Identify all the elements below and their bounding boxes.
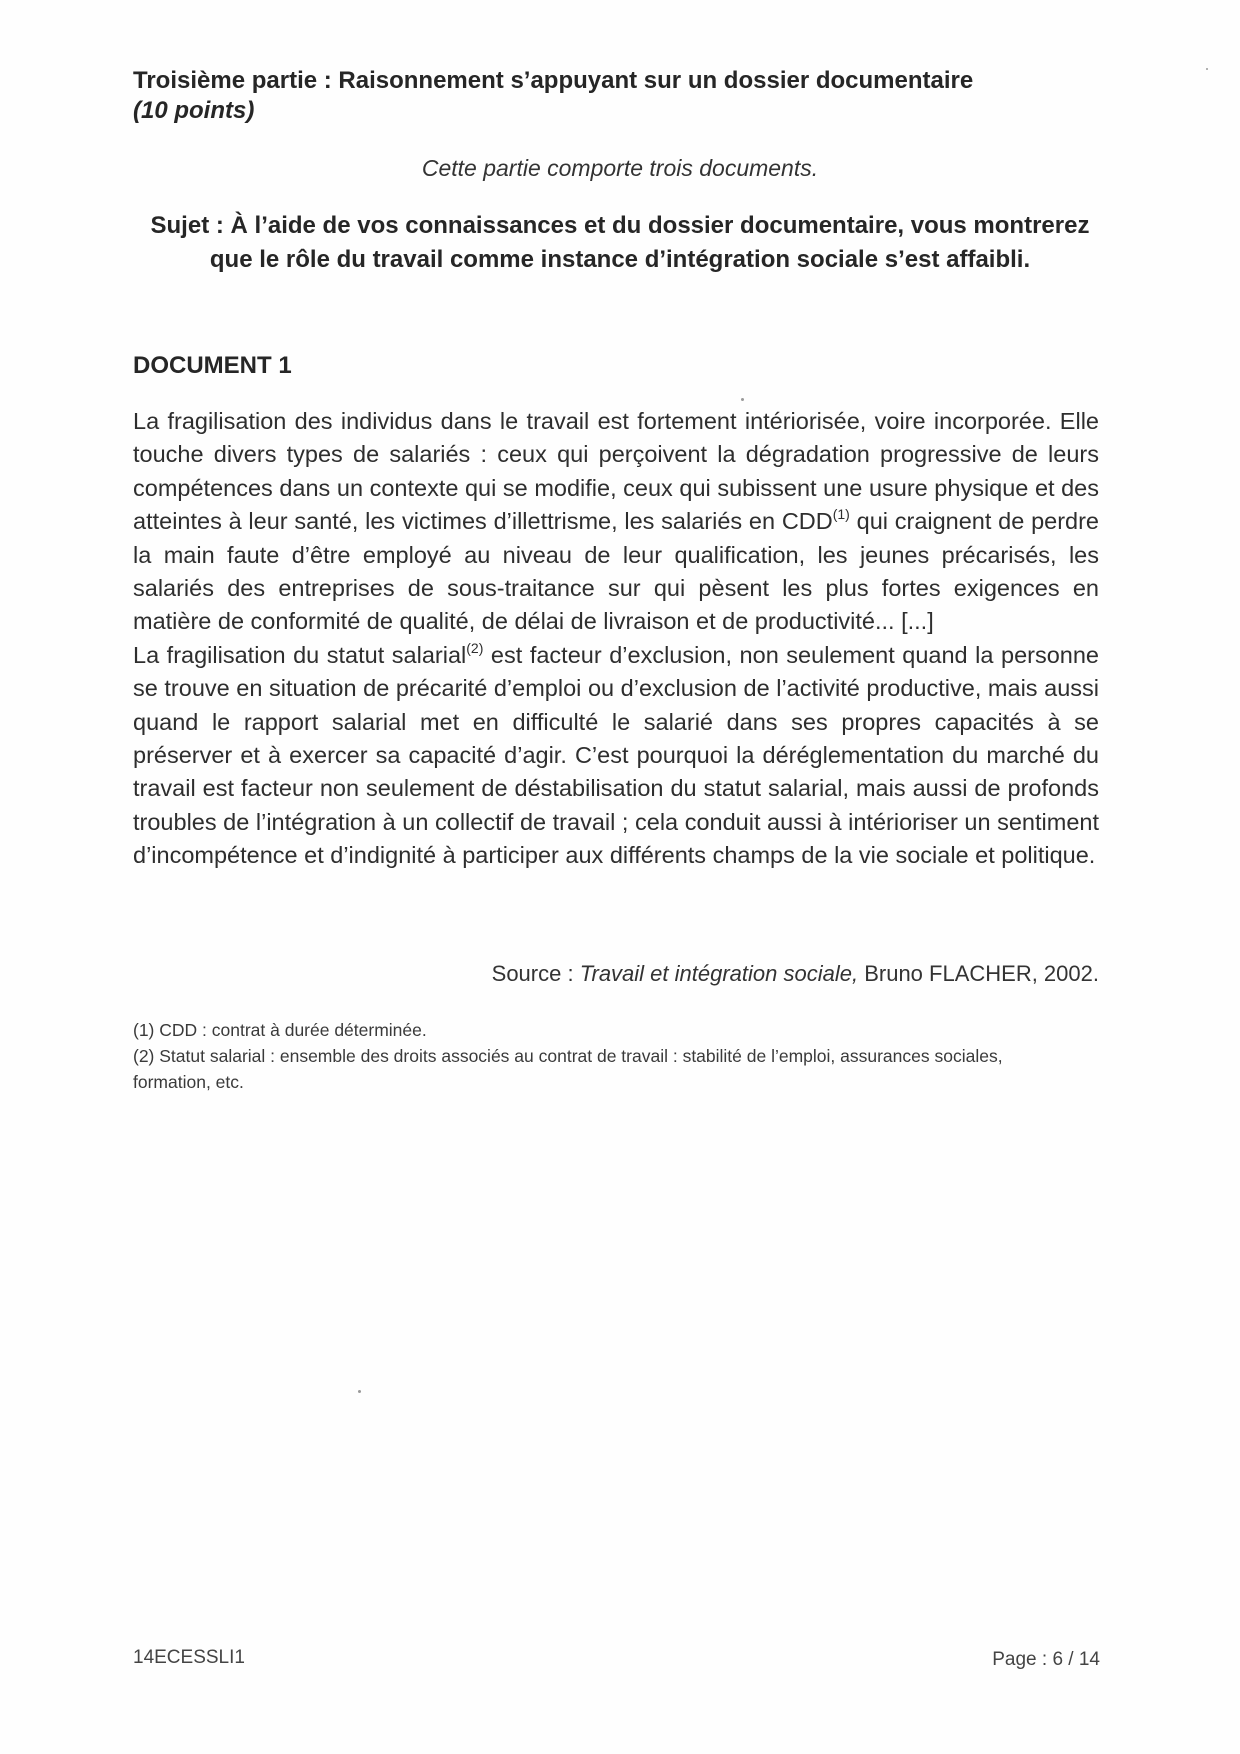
footnote-1: (1) CDD : contrat à durée déterminée. [133,1020,427,1040]
intro-text: Cette partie comporte trois documents. [421,155,819,181]
document-title: DOCUMENT 1 [133,352,292,379]
subject-line-2: que le rôle du travail comme instance d’intégration sociale s’est affaibli. [209,246,1031,273]
source-prefix: Source : [491,961,580,986]
footnotes [133,1017,1033,1095]
part-title: Troisième partie : Raisonnement s’appuyant sur un dossier documentaire [133,67,974,94]
source-author: Bruno FLACHER, 2002. [858,961,1099,986]
paragraph-1-text-a: La fragilisation des individus dans le travail est fortement intériorisée, voire incorporée. Elle touche divers types de salariés : ceux qui perçoivent la dégradation progressive de leurs compétences dans un contexte qui se modifie, ceux qui subissent une usure physique et des atteintes à leur santé, les victimes d’illettrisme, les salariés en CDD [133,408,1099,535]
footnote-2: (2) Statut salarial : ensemble des droits associés au contrat de travail : stabilité de l’emploi, assurances sociales, formation, etc. [133,1046,1003,1092]
paragraph-2-text-b: est facteur d’exclusion, non seulement quand la personne se trouve en situation de précarité d’emploi ou d’exclusion de l’activité productive, mais aussi quand le rapport salarial met en difficulté le salarié dans ses propres capacités à se préserver et à exercer sa capacité d’agir. C’est pourquoi la déréglementation du marché du travail est facteur non seulement de déstabilisation du statut salarial, mais aussi de profonds troubles de l’intégration à un collectif de travail ; cela conduit aussi à intérioriser un sentiment d’incompétence et d’indignité à participer aux différents champs de la vie sociale et politique. [133,641,1100,869]
document-source [133,961,1099,987]
scan-speck [1206,68,1208,70]
scan-speck [358,1390,361,1393]
footnote-ref-1: (1) [832,506,850,523]
footer-page-number: Page : 6 / 14 [992,1649,1100,1670]
document-paragraph-2 [133,639,1099,873]
subject-line-1: Sujet : À l’aide de vos connaissances et du dossier documentaire, vous montrerez [150,212,1090,239]
paragraph-2-text-a: La fragilisation du statut salarial [133,641,467,668]
document-body [133,405,1099,873]
document-paragraph-1 [133,405,1099,639]
footer-code: 14ECESSLI1 [133,1647,245,1668]
subject [110,209,1130,277]
part-heading [133,66,1093,126]
paragraph-1-text-b: qui craignent de perdre la main faute d’être employé au niveau de leur qualification, les jeunes précarisés, les salariés des entreprises de sous-traitance sur qui pèsent les plus fortes exigences en matière de conformité de qualité, de délai de livraison et de productivité... [...] [133,508,1099,635]
footnote-ref-2: (2) [466,639,484,656]
source-title: Travail et intégration sociale, [579,961,859,986]
scan-speck [741,398,744,401]
part-points: (10 points) [133,97,255,124]
